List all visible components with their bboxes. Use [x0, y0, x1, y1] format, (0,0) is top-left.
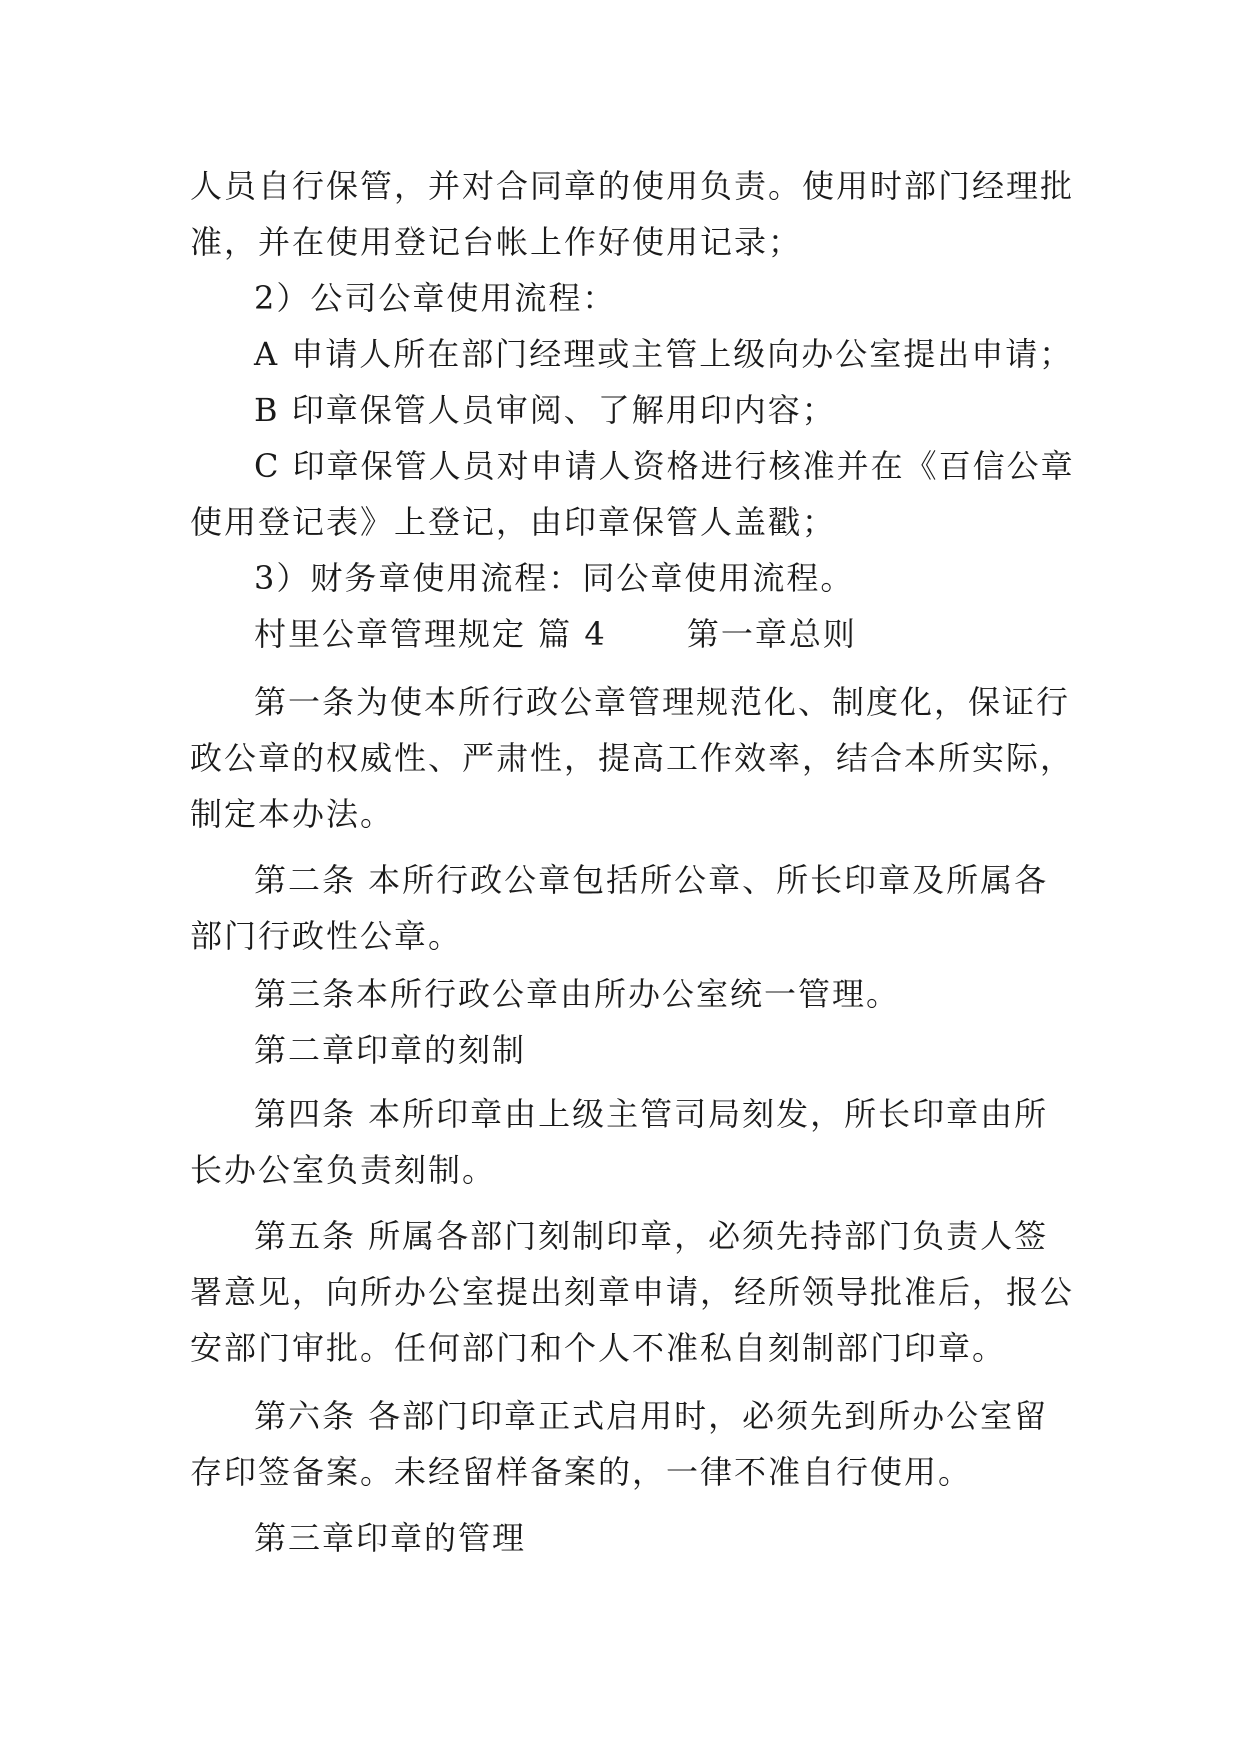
text-line: 3）财务章使用流程：同公章使用流程。 — [254, 559, 855, 597]
text-line: 长办公室负责刻制。 — [190, 1151, 497, 1189]
text-line: 制定本办法。 — [190, 795, 395, 833]
text-line: C 印章保管人员对申请人资格进行核准并在《百信公章 — [254, 447, 1075, 485]
chapter-heading: 第三章印章的管理 — [254, 1519, 527, 1557]
text-line: 署意见，向所办公室提出刻章申请，经所领导批准后，报公 — [190, 1273, 1075, 1311]
text-line: 第二条 本所行政公章包括所公章、所长印章及所属各 — [254, 861, 1049, 899]
text-line: B 印章保管人员审阅、了解用印内容； — [254, 391, 836, 429]
text-line: 第四条 本所印章由上级主管司局刻发，所长印章由所 — [254, 1095, 1049, 1133]
text-line: 安部门审批。任何部门和个人不准私自刻制部门印章。 — [190, 1329, 1007, 1367]
text-line: 存印签备案。未经留样备案的，一律不准自行使用。 — [190, 1453, 973, 1491]
text-line: 2）公司公章使用流程： — [254, 279, 617, 317]
section-heading: 村里公章管理规定 篇 4 第一章总则 — [254, 615, 857, 653]
text-line: 第六条 各部门印章正式启用时，必须先到所办公室留 — [254, 1397, 1049, 1435]
text-line: 政公章的权威性、严肃性，提高工作效率，结合本所实际， — [190, 739, 1075, 777]
text-line: 第五条 所属各部门刻制印章，必须先持部门负责人签 — [254, 1217, 1049, 1255]
text-line: 人员自行保管，并对合同章的使用负责。使用时部门经理批 — [190, 167, 1075, 205]
text-line: 第三条本所行政公章由所办公室统一管理。 — [254, 975, 901, 1013]
text-line: 使用登记表》上登记，由印章保管人盖戳； — [190, 503, 837, 541]
text-line: A 申请人所在部门经理或主管上级向办公室提出申请； — [254, 335, 1074, 373]
text-line: 第一条为使本所行政公章管理规范化、制度化，保证行 — [254, 683, 1071, 721]
chapter-heading: 第二章印章的刻制 — [254, 1031, 527, 1069]
text-line: 准，并在使用登记台帐上作好使用记录； — [190, 223, 803, 261]
text-line: 部门行政性公章。 — [190, 917, 463, 955]
